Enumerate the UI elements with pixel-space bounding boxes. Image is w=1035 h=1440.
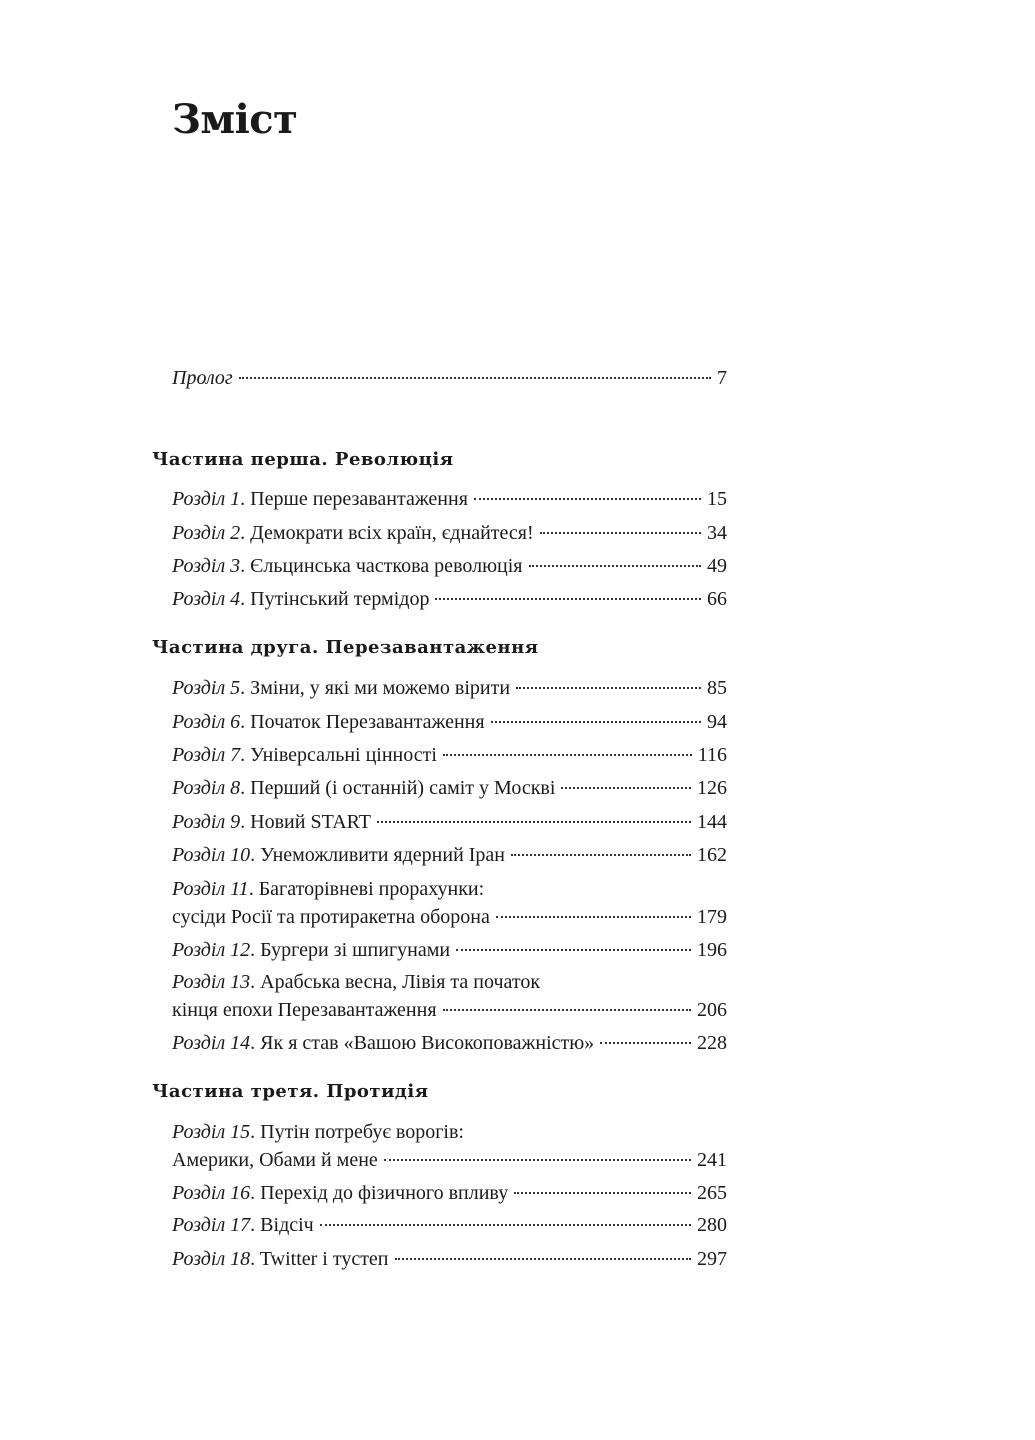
chapter-label: Розділ 2 [172, 522, 241, 544]
page-number: 144 [697, 811, 727, 833]
page-number: 116 [697, 744, 727, 766]
chapter-title: . Єльцинська часткова революція [240, 555, 523, 577]
toc-entry-chapter-17[interactable] [172, 1211, 727, 1239]
part-heading-1: Частина перша. Революція [152, 449, 454, 470]
chapter-label: Розділ 17 [172, 1214, 251, 1236]
chapter-title: . Зміни, у які ми можемо вірити [240, 677, 511, 699]
toc-entry-chapter-15[interactable] [172, 1118, 727, 1174]
toc-entry-chapter-14[interactable] [172, 1029, 727, 1057]
chapter-title-continued: сусіди Росії та протиракетна оборона [172, 906, 490, 928]
chapter-title: . Арабська весна, Лівія та початок [250, 971, 541, 993]
toc-entry-chapter-16[interactable] [172, 1179, 727, 1207]
page-number: 15 [707, 488, 727, 510]
chapter-label: Розділ 11 [172, 878, 249, 900]
part-heading-3: Частина третя. Протидія [152, 1081, 429, 1102]
toc-entry-chapter-3[interactable] [172, 552, 727, 580]
chapter-title: . Як я став «Вашою Високоповажністю» [250, 1032, 595, 1054]
toc-entry-chapter-18[interactable] [172, 1245, 727, 1273]
chapter-title: . Перехід до фізичного впливу [250, 1182, 509, 1204]
dot-leader [239, 377, 711, 379]
page-number: 297 [697, 1248, 727, 1270]
dot-leader [456, 949, 691, 951]
toc-entry-chapter-1[interactable] [172, 485, 727, 513]
toc-entry-chapter-9[interactable] [172, 808, 727, 836]
page-number: 280 [697, 1214, 727, 1236]
chapter-label: Розділ 16 [172, 1182, 251, 1204]
chapter-title-continued: Америки, Обами й мене [172, 1149, 378, 1171]
page-number: 94 [707, 711, 727, 733]
toc-entry-chapter-12[interactable] [172, 936, 727, 964]
dot-leader [443, 754, 692, 756]
page-number: 162 [697, 844, 727, 866]
dot-leader [496, 916, 691, 918]
chapter-label: Розділ 12 [172, 939, 251, 961]
chapter-label: Розділ 3 [172, 555, 241, 577]
chapter-label: Розділ 5 [172, 677, 241, 699]
chapter-title: . Багаторівневі прорахунки: [248, 878, 485, 900]
chapter-title: . Унеможливити ядерний Іран [250, 844, 506, 866]
toc-entry-chapter-11[interactable] [172, 875, 727, 931]
toc-entry-chapter-4[interactable] [172, 585, 727, 613]
chapter-title: . Путінський термідор [240, 588, 430, 610]
page-number: 7 [717, 367, 727, 389]
page-number: 34 [707, 522, 727, 544]
chapter-label: Розділ 7 [172, 744, 241, 766]
page-number: 228 [697, 1032, 727, 1054]
page-number: 179 [697, 906, 727, 928]
chapter-label: Розділ 18 [172, 1248, 251, 1270]
toc-entry-chapter-10[interactable] [172, 841, 727, 869]
chapter-title: . Путін потребує ворогів: [250, 1121, 464, 1143]
chapter-label: Розділ 15 [172, 1121, 251, 1143]
part-heading-2: Частина друга. Перезавантаження [152, 637, 539, 658]
chapter-title: . Демократи всіх країн, єднайтеся! [240, 522, 534, 544]
chapter-label: Розділ 8 [172, 777, 241, 799]
page-number: 49 [707, 555, 727, 577]
dot-leader [514, 1192, 691, 1194]
chapter-title-continued: кінця епохи Перезавантаження [172, 999, 437, 1021]
chapter-title: . Новий START [240, 811, 372, 833]
chapter-title: . Універсальні цінності [240, 744, 437, 766]
toc-entry-chapter-5[interactable] [172, 674, 727, 702]
chapter-title: . Початок Перезавантаження [240, 711, 485, 733]
dot-leader [511, 854, 691, 856]
chapter-title: . Перший (і останній) саміт у Москві [240, 777, 556, 799]
page-number: 241 [697, 1149, 727, 1171]
dot-leader [435, 598, 701, 600]
dot-leader [561, 787, 691, 789]
chapter-title: . Twitter і тустеп [250, 1248, 389, 1270]
page-number: 85 [707, 677, 727, 699]
toc-entry-chapter-6[interactable] [172, 708, 727, 736]
dot-leader [320, 1224, 691, 1226]
chapter-title: . Бургери зі шпигунами [250, 939, 451, 961]
chapter-title: . Відсіч [250, 1214, 314, 1236]
toc-entry-prologue[interactable] [172, 364, 727, 392]
toc-entry-chapter-13[interactable] [172, 968, 727, 1024]
toc-entry-chapter-8[interactable] [172, 774, 727, 802]
dot-leader [491, 721, 701, 723]
prologue-label: Пролог [172, 367, 233, 389]
toc-entry-chapter-2[interactable] [172, 519, 727, 547]
page-title: Зміст [172, 96, 298, 143]
dot-leader [443, 1009, 691, 1011]
chapter-label: Розділ 1 [172, 488, 241, 510]
chapter-label: Розділ 9 [172, 811, 241, 833]
page-number: 265 [697, 1182, 727, 1204]
chapter-label: Розділ 13 [172, 971, 251, 993]
chapter-label: Розділ 6 [172, 711, 241, 733]
dot-leader [474, 498, 701, 500]
dot-leader [529, 565, 702, 567]
page-number: 206 [697, 999, 727, 1021]
dot-leader [395, 1258, 691, 1260]
chapter-label: Розділ 4 [172, 588, 241, 610]
page-number: 66 [707, 588, 727, 610]
dot-leader [384, 1159, 691, 1161]
chapter-title: . Перше перезавантаження [240, 488, 468, 510]
toc-entry-chapter-7[interactable] [172, 741, 727, 769]
dot-leader [516, 687, 701, 689]
page-number: 126 [697, 777, 727, 799]
chapter-label: Розділ 14 [172, 1032, 251, 1054]
chapter-label: Розділ 10 [172, 844, 251, 866]
dot-leader [540, 532, 701, 534]
dot-leader [600, 1042, 691, 1044]
dot-leader [377, 821, 691, 823]
page-number: 196 [697, 939, 727, 961]
